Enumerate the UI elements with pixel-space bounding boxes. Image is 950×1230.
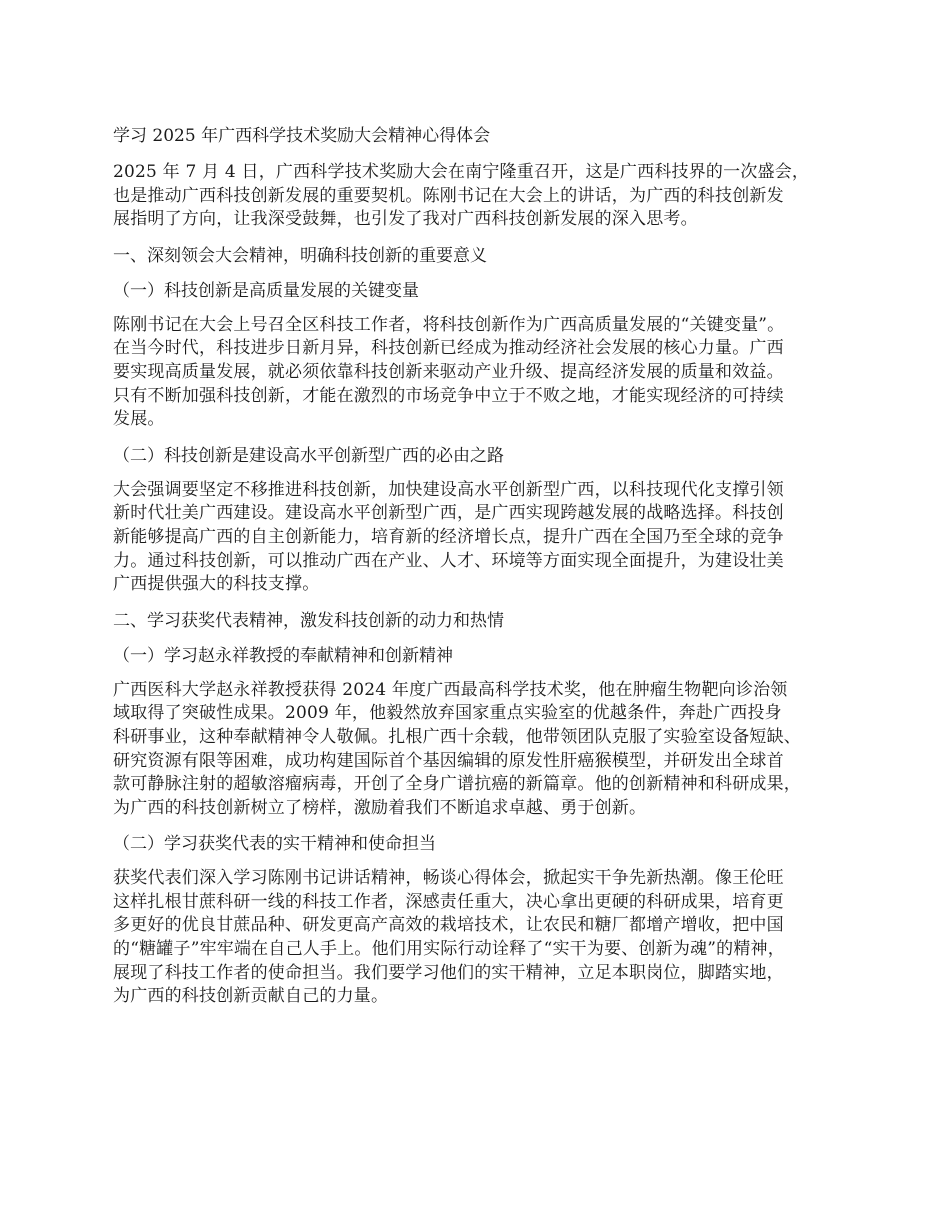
section-2-1-heading: （一）学习赵永祥教授的奉献精神和创新精神 (113, 645, 453, 666)
section-2-1-paragraph: 广西医科大学赵永祥教授获得 2024 年度广西最高科学技术奖，他在肿瘤生物靶向诊治领 域取得了突破性成果。2009 年，他毅然放弃国家重点实验室的优越条件，奔赴广西投身 科研事业，这种奉献精神令人敬佩。扎根广西十余载，他带领团队克服了实验室设备短缺、 研究资源有限等困难，成功构建国际首个基因编辑的原发性肝癌猴模型，并研发出全球首 款可静脉注射的超敏溶瘤病毒，开创了全身广谱抗癌的新篇章。他的创新精神和科研成果， 为广西的科技创新树立了榜样，激励着我们不断追求卓越、勇于创新。 (113, 679, 801, 818)
section-2-2-heading: （二）学习获奖代表的实干精神和使命担当 (113, 834, 436, 855)
document-title: 学习 2025 年广西科学技术奖励大会精神心得体会 (113, 126, 491, 146)
section-1-1-paragraph: 陈刚书记在大会上号召全区科技工作者，将科技创新作为广西高质量发展的“关键变量”。 在当今时代，科技进步日新月异，科技创新已经成为推动经济社会发展的核心力量。广西 要实现高质量发展，就必须依靠科技创新来驱动产业升级、提高经济发展的质量和效益。 只有不断加强科技创新，才能在激烈的市场竞争中立于不败之地，才能实现经济的可持续 发展。 (113, 314, 785, 430)
section-1-2-heading: （二）科技创新是建设高水平创新型广西的必由之路 (113, 445, 504, 466)
section-1-1-heading: （一）科技创新是高质量发展的关键变量 (113, 280, 419, 301)
section-1-heading: 一、深刻领会大会精神，明确科技创新的重要意义 (113, 245, 487, 266)
intro-paragraph: 2025 年 7 月 4 日，广西科学技术奖励大会在南宁隆重召开，这是广西科技界的一次盛会， 也是推动广西科技创新发展的重要契机。陈刚书记在大会上的讲话，为广西的科技创新发 展指明了方向，让我深受鼓舞，也引发了我对广西科技创新发展的深入思考。 (113, 162, 810, 230)
section-2-2-paragraph: 获奖代表们深入学习陈刚书记讲话精神，畅谈心得体会，掀起实干争先新热潮。像王伦旺 这样扎根甘蔗科研一线的科技工作者，深感责任重大，决心拿出更硬的科研成果，培育更 多更好的优良甘蔗品种、研发更高产高效的栽培技术，让农民和糖厂都增产增收，把中国 的“糖罐子”牢牢端在自己人手上。他们用实际行动诠释了“实干为要、创新为魂”的精神， 展现了科技工作者的使命担当。我们要学习他们的实干精神，立足本职岗位，脚踏实地， 为广西的科技创新贡献自己的力量。 (113, 868, 785, 1007)
section-2-heading: 二、学习获奖代表精神，激发科技创新的动力和热情 (113, 610, 504, 631)
section-1-2-paragraph: 大会强调要坚定不移推进科技创新，加快建设高水平创新型广西，以科技现代化支撑引领 新时代壮美广西建设。建设高水平创新型广西，是广西实现跨越发展的战略选择。科技创 新能够提高广西的自主创新能力，培育新的经济增长点，提升广西在全国乃至全球的竞争 力。通过科技创新，可以推动广西在产业、人才、环境等方面实现全面提升，为建设壮美 广西提供强大的科技支撑。 (113, 479, 784, 595)
document-page (113, 124, 858, 1021)
